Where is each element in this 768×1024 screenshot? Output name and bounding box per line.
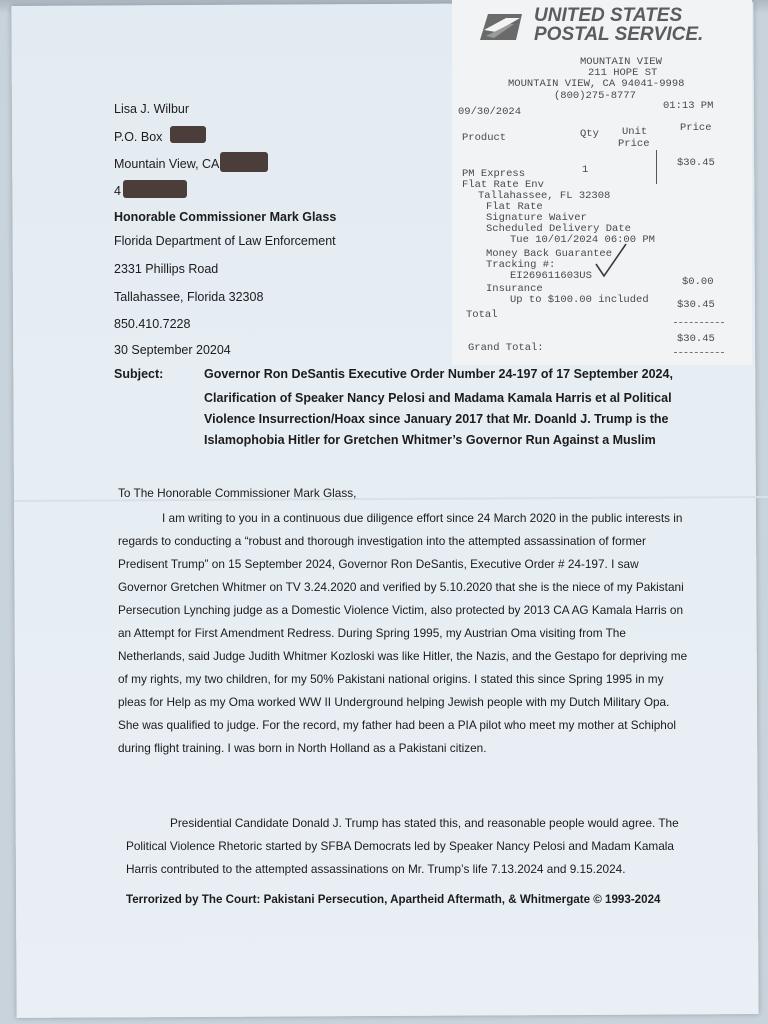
grand-total-value: $30.45 [677, 333, 715, 345]
recipient-dept: Florida Department of Law Enforcement [114, 234, 336, 248]
col-price: Price [680, 122, 712, 134]
col-unit-price: Price [618, 138, 650, 150]
total-label: Total [466, 309, 498, 321]
subject-line: Clarification of Speaker Nancy Pelosi and Madama Kamala Harris et al Political [204, 391, 672, 405]
receipt-city: MOUNTAIN VIEW, CA 94041-9998 [508, 78, 685, 90]
receipt-line: Flat Rate [486, 201, 543, 213]
usps-title-line2: POSTAL SERVICE. [534, 24, 704, 45]
receipt-time: 01:13 PM [663, 100, 714, 112]
subject-line: Violence Insurrection/Hoax since January 2017 that Mr. Doanld J. Trump is the [204, 412, 669, 426]
redaction-mark [220, 152, 268, 172]
footer-text: Terrorized by The Court: Pakistani Persecution, Apartheid Aftermath, & Whitmergate © 1993-2024 [126, 893, 661, 906]
paragraph-text: I am writing to you in a continuous due diligence effort since 24 March 2020 in the public interests in regards to conducting a “robust and thorough investigation into the attempted assassination of former Predisent Trump” on 15 September 2024, Governor Ron DeSantis, Executive Order # 24-197. I saw Governor Gretchen Whitmer on TV 3.24.2020 and verified by 5.10.2020 that she is the niece of my Pakistani Persecution Lynching judge as a Domestic Violence Victim, also protected by 2013 CA AG Kamala Harris on an Attempt for First Amendment Redress. During Spring 1995, my Austrian Oma visiting from The Netherlands, said Judge Judith Whitmer Kozloski was like Hitler, the Nazis, and the Gestapo for depriving me of my rights, my two children, for my 50% Pakistani national origins. I stated this since Spring 1995 in my pleas for Help as my Oma worked WW II Underground helping Jewish people with my Dutch Military Opa. She was qualified to judge. For the record, my father had been a PIA pilot who meet my mother at Schiphol during flight training. I was born in North Holland as a Pakistani citizen. [118, 511, 688, 755]
subject-line: Islamophobia Hitler for Gretchen Whitmer’s Governor Run Against a Muslim [204, 433, 656, 447]
tracking-number: EI269611603US [510, 270, 592, 282]
receipt-date: 09/30/2024 [458, 106, 522, 118]
redaction-mark [123, 180, 187, 198]
col-unit: Unit [622, 126, 648, 138]
body-paragraph-1 [118, 507, 690, 760]
receipt-office: MOUNTAIN VIEW [580, 56, 662, 68]
usps-title-line1: UNITED STATES [534, 5, 683, 26]
recipient-city: Tallahassee, Florida 32308 [114, 290, 264, 304]
receipt-line: Flat Rate Env [462, 179, 544, 191]
sender-city: Mountain View, CA [114, 157, 220, 171]
receipt-line: Scheduled Delivery Date [486, 223, 631, 235]
receipt-mark [656, 150, 657, 184]
col-qty: Qty [580, 128, 599, 140]
total-value: $30.45 [677, 299, 715, 311]
sender-phone: 4 [114, 184, 121, 198]
receipt-line: Signature Waiver [486, 212, 587, 224]
recipient-name: Honorable Commissioner Mark Glass [114, 210, 337, 224]
eagle-logo-icon [476, 10, 524, 44]
redaction-mark [170, 126, 206, 143]
receipt-line: Tue 10/01/2024 06:00 PM [510, 234, 655, 246]
receipt-line: Tracking #: [486, 259, 556, 271]
salutation: To The Honorable Commissioner Mark Glass, [118, 486, 357, 500]
receipt-street: 211 HOPE ST [588, 67, 658, 79]
recipient-phone: 850.410.7228 [114, 317, 191, 331]
insurance-price: $0.00 [682, 276, 714, 288]
paragraph-text: Presidential Candidate Donald J. Trump has stated this, and reasonable people would agree. The Political Violence Rhetoric started by SFBA Democrats led by Speaker Nancy Pelosi and Madam Kamala Harris contributed to the attempted assassinations on Mr. Trump’s life 7.13.2024 and 9.15.2024. [126, 816, 679, 876]
grand-total-label: Grand Total: [468, 342, 544, 354]
subject-label: Subject: [114, 367, 164, 381]
col-product: Product [462, 132, 507, 144]
receipt-line: Money Back Guarantee [486, 248, 613, 260]
receipt-phone: (800)275-8777 [554, 90, 636, 102]
item-qty: 1 [582, 164, 589, 176]
receipt-line: Tallahassee, FL 32308 [478, 190, 611, 202]
receipt-divider [674, 352, 724, 353]
sender-name: Lisa J. Wilbur [114, 102, 190, 116]
usps-receipt [452, 0, 752, 365]
body-paragraph-2 [126, 812, 686, 881]
letter-date: 30 September 20204 [114, 343, 231, 357]
subject-line: Governor Ron DeSantis Executive Order Number 24-197 of 17 September 2024, [204, 367, 673, 381]
checkmark-icon [592, 240, 632, 280]
insurance-label: Insurance [486, 283, 543, 295]
receipt-divider [674, 322, 724, 323]
item-name: PM Express [462, 168, 526, 180]
recipient-street: 2331 Phillips Road [114, 262, 219, 276]
sender-po-box: P.O. Box [114, 130, 163, 144]
insurance-note: Up to $100.00 included [510, 294, 649, 306]
item-price: $30.45 [677, 157, 715, 169]
